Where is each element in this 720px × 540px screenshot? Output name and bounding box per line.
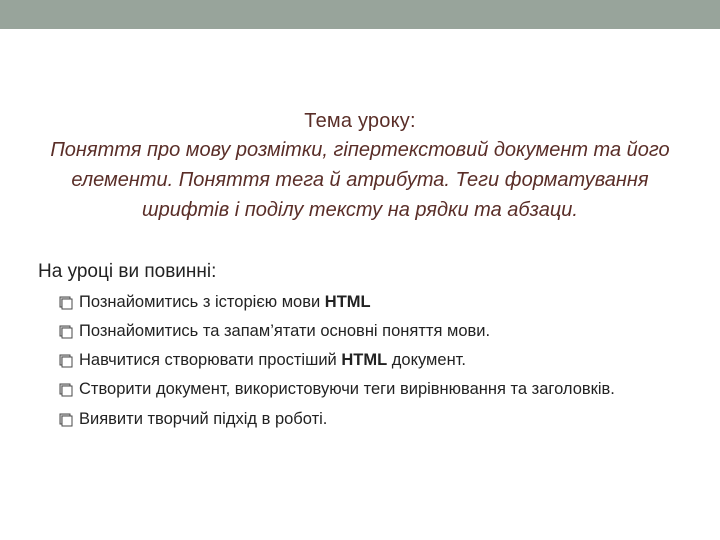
lesson-heading [40, 108, 680, 225]
goal-text [79, 410, 327, 428]
goal-text [79, 293, 371, 311]
checkbox-bullet-icon [59, 413, 73, 427]
goal-text [79, 380, 615, 398]
goal-text-part: Виявити творчий підхід в роботі. [79, 410, 328, 428]
goal-text-part: Навчитися створювати простіший [79, 351, 342, 369]
goal-text-part: Створити документ, використовуючи теги вирівнювання та заголовків. [79, 380, 615, 398]
goal-text [79, 351, 466, 369]
goal-item [59, 378, 669, 401]
goal-text-emphasis: HTML [324, 293, 371, 311]
checkbox-bullet-icon [59, 325, 73, 339]
topic-label: Тема уроку: [304, 110, 416, 132]
topic-title: Поняття про мову розмітки, гіпертекстовий документ та його елементи. Поняття тега й атрибута. Теги форматування шрифтів і поділу тексту на рядки та абзаци. [50, 139, 670, 221]
lesson-goals-list [59, 291, 669, 437]
checkbox-bullet-icon [59, 354, 73, 368]
goal-text-part: Познайомитись з історією мови [79, 293, 325, 311]
goal-item [59, 320, 669, 343]
goal-item [59, 291, 669, 314]
goal-text-part: Познайомитись та запам’ятати основні поняття мови. [79, 322, 491, 340]
lesson-intro: На уроці ви повинні: [38, 261, 217, 282]
goal-text-emphasis: HTML [341, 351, 388, 369]
goal-item [59, 408, 669, 431]
goal-text [79, 322, 490, 340]
goal-item [59, 349, 669, 372]
checkbox-bullet-icon [59, 383, 73, 397]
top-header-bar [0, 0, 720, 29]
goal-text-part: документ. [387, 351, 466, 369]
checkbox-bullet-icon [59, 296, 73, 310]
